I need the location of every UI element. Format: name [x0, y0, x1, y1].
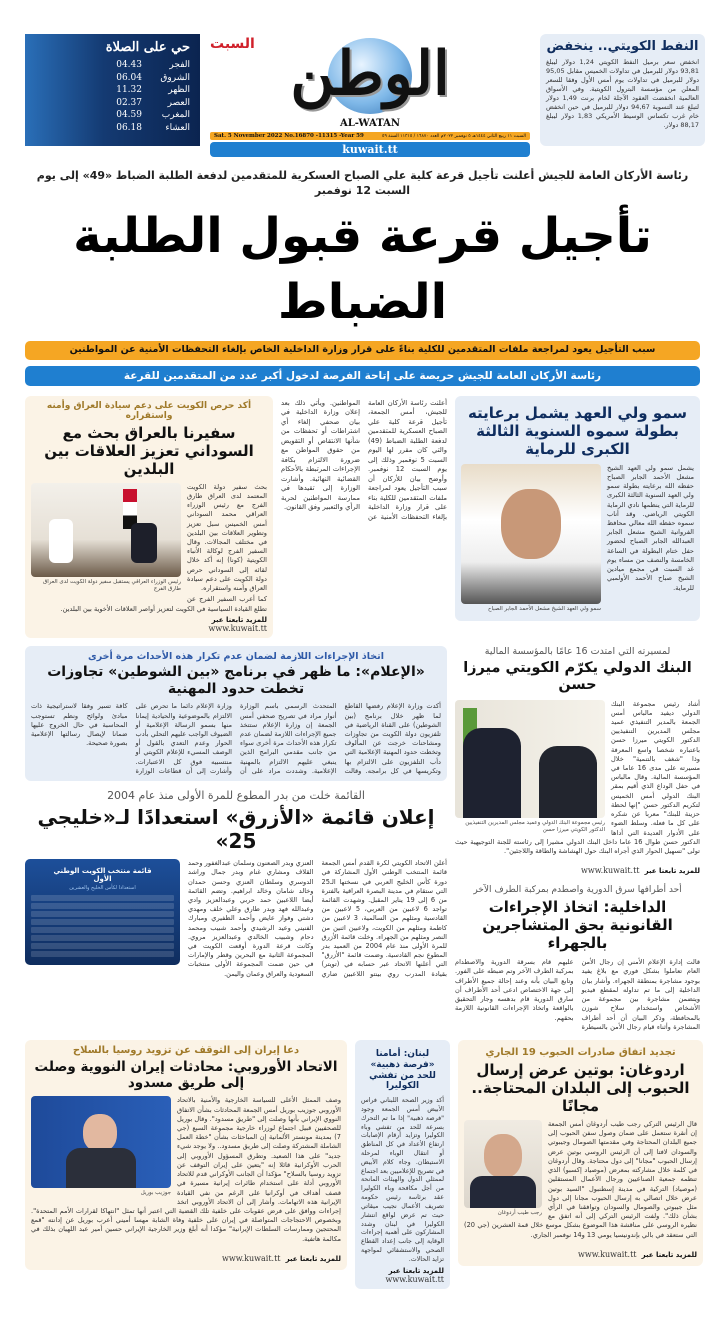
prayer-name: الظهر	[168, 85, 190, 95]
lead-headline: تأجيل قرعة قبول الطلبة الضباط	[73, 207, 652, 330]
football-kicker: القائمة خلت من بدر المطوع للمرة الأولى منذ عام 2004	[107, 789, 365, 803]
masthead-logo	[210, 34, 530, 118]
football-headline: إعلان قائمة «الأزرق» استعدادًا لـ«خليجي 25»	[37, 805, 435, 854]
lebanon-article	[355, 1040, 450, 1289]
crown-prince-caption: سمو ولي العهد الشيخ مشعل الأحمد الجابر الصباح	[487, 605, 601, 612]
world-bank-more-label: للمزيد تابعنا عبر	[644, 867, 700, 876]
squad-list-row	[31, 927, 174, 933]
prayer-time: 04.43	[116, 60, 142, 70]
iraq-body-continued: كما أعرب السفير الفرج عن تطلع القيادة السياسية في الكويت لتعزيز أواصر العلاقات الأخوية بين البلدين.	[60, 595, 267, 613]
crown-prince-body: يشمل سمو ولي العهد الشيخ مشعل الأحمد الجابر الصباح حفظه الله برعايته بطولة سمو ولي العهد السنوية الثالثة الكبرى للرماية التي ينظمها نادي الرماية الكويتي الرياضي. وقد أناب سموه حفظه الله معالي محافظ الفروانية الشيخ مشعل الجابر العبدالله الجابر الصباح لحضور حفل ختام البطولة في الساعة الخامسة والنصف من مساء يوم غد السبت في مجمع ميادين الشيخ صباح الأحمد الأولمبي للرماية.	[607, 463, 694, 592]
squad-list-row	[31, 919, 174, 925]
interior-kicker: أحد أطرافها سرق الدورية واصطدم بمركبة الطرف الآخر	[473, 885, 682, 896]
website-bar[interactable]: kuwait.tt	[210, 142, 530, 157]
erdogan-article	[458, 1040, 703, 1266]
iraq-link[interactable]: www.kuwait.tt	[208, 623, 267, 633]
erdogan-photo	[464, 1120, 542, 1208]
prayer-time-row	[35, 109, 190, 122]
world-bank-caption: رئيس مجموعة البنك الدولي وعميد مجلس المديرين التنفيذيين الدكتور الكويتي ميرزا حسن	[465, 819, 605, 833]
latin-name: AL-WATAN	[340, 118, 400, 129]
lead-orange-bar: سبب التأجيل يعود لمراجعة ملفات المتقدمين للكلية بناءً على قرار وزارة الداخلية الخاص بإلغاء التحفظات الأمنية عن المواطنين	[25, 341, 700, 360]
iraq-more-label: للمزيد تابعنا عبر	[211, 615, 267, 624]
erdogan-kicker: تجديد اتفاق صادرات الحبوب 19 الجاري	[485, 1046, 676, 1058]
squad-list-row	[31, 935, 174, 941]
date-english: Sat. 5 November 2022 No.16870 -11315 -Year 59	[214, 133, 364, 139]
oil-headline: النفط الكويتي.. ينخفض	[546, 39, 699, 54]
interior-article	[455, 885, 700, 1032]
prayer-title: حي على الصلاة	[105, 40, 190, 55]
day-label: السبت	[210, 36, 255, 52]
eu-kicker: دعا إيران إلى التوقف عن تزويد روسيا بالسلاح	[72, 1044, 300, 1056]
squad-list-row	[31, 943, 174, 949]
logo-text: الوطن	[290, 39, 450, 109]
prayer-time-row	[35, 59, 190, 72]
media-article	[25, 646, 447, 781]
eu-more-label: للمزيد تابعنا عبر	[285, 1254, 341, 1263]
iraq-article	[25, 396, 273, 638]
eu-article	[25, 1040, 347, 1270]
lebanon-headline: لبنان: أمامنا «فرصة ذهبية» للحد من تفشي الكوليرا	[369, 1048, 436, 1092]
crown-prince-photo	[461, 464, 601, 604]
world-bank-kicker: لمسيرته التي امتدت 16 عامًا بالمؤسسة المالية	[484, 645, 671, 657]
borrell-photo	[31, 1096, 171, 1188]
masthead-logo-column	[210, 34, 530, 157]
squad-list-row	[31, 903, 174, 909]
squad-list-row	[31, 895, 174, 901]
lead-body: أعلنت رئاسة الأركان العامة للجيش، أمس الجمعة، تأجيل قرعة كلية علي الصباح العسكرية للمتقدمين لدفعة الطلبة الضباط (49) والتي كان مقرر لها اليوم السبت 5 نوفمبر وذلك إلى يوم السبت 12 نوفمبر. وأوضح بيان للأركان أن سبب التأجيل يعود لمراجعة ملفات المتقدمين للكلية بناء على قرار وزارة الداخلية بإلغاء التحفظات الأمنية عن المواطنين. ويأتي ذلك بعد إعلان وزارة الداخلية في بيان صحفي إلغاء أي اشتراطات أو تحفظات من شأنها الانتقاص أو التقويض من حقوق المواطن مع ضرورة الالتزام بكافة الإجراءات المرتبطة بالأحكام القضائية النهائية. وأشارت الوزارة إلى تقيدها في ممارسة المواطنين لحرية الرأي والتعبير وفق القانون.	[281, 398, 447, 521]
football-article	[25, 789, 447, 979]
lead-kicker: رئاسة الأركان العامة للجيش أعلنت تأجيل قرعة كلية علي الصباح العسكرية للمتقدمين لدفعة الطلبة الضباط «49» إلى يوم السبت 12 نوفمبر	[36, 169, 689, 197]
iraq-meeting-photo	[31, 483, 181, 577]
iraq-caption: رئيس الوزراء العراقي يستقبل سفير دولة الكويت لدى العراق طارق الفرج	[42, 578, 181, 592]
eu-headline: الاتحاد الأوروبي: محادثات إيران النووية وصلت إلى طريق مسدود	[34, 1058, 338, 1092]
squad-list-row	[31, 951, 174, 957]
lebanon-more-label: للمزيد تابعنا عبر	[388, 1266, 444, 1275]
graphic-subtitle: استعدادا لكأس الخليج والعشرين	[69, 885, 136, 892]
prayer-time: 06.18	[116, 122, 142, 133]
iraq-kicker: أكد حرص الكويت على دعم سيادة العراق وأمنه واستقراره	[46, 400, 252, 421]
erdogan-headline: اردوغان: بوتين عرض إرسال الحبوب إلى البلدان المحتاجة.. مجانًا	[471, 1060, 690, 1115]
prayer-time-row	[35, 84, 190, 97]
erdogan-caption: رجب طيب أردوغان	[497, 1209, 542, 1216]
erdogan-more-label: للمزيد تابعنا عبر	[641, 1250, 697, 1259]
world-bank-photo	[455, 700, 605, 818]
media-body: أكدت وزارة الإعلام رفضها القاطع لما ظهر خلال برنامج (بين الشوطين) على القناة الرياضية في تلفزيون دولة الكويت من تجاوزات ومشاحنات خرجت عن المألوف وتخطت حدود المهنية الإعلامية التي دأب التلفزيون على الالتزام بها وتكريسها في كل برامجه. وقالت المتحدث الرسمي باسم الوزارة أنوار مراد في تصريح صحفي أمس الجمعة إن وزارة الإعلام ستتخذ جميع الإجراءات اللازمة لضمان عدم تكرار هذه الأحداث مرة أخرى سواء من جانب مقدمي البرامج الذين ينبغي عليهم الالتزام بالمهنية الإعلامية. وشددت مراد على أن وزارة الإعلام دائما ما تحرص على الالتزام بالموضوعية والحيادية إيمانا منها بسمو الرسالة الإعلامية أو الضيوف الواجب عليهم التحلي بأدب الحوار وعدم التعدي بالقول أو الوصف المسيء للإعلام الكويتي أو منتسبيه فوق كل الاعتبارات. وأشارت إلى أن قطاعات الوزارة كافة تسير وفقا لاستراتيجية ذات مبادئ ولوائح ونظم تستوجب المحاسبة في حال الخروج عليها ضمانا لإيصال رسالتها الإعلامية بصورة صحيحة.	[31, 702, 441, 775]
erdogan-link[interactable]: www.kuwait.tt	[578, 1249, 637, 1259]
eu-body: وصف الممثل الأعلى للسياسة الخارجية والأمنية بالاتحاد الأوروبي جوزيب بوريل أمس الجمعة المحادثات بشأن الاتفاق النووي الإيراني بأنها وصلت إلى "طريق مسدود". وقال بوريل للصحفيين قبيل اجتماع لوزراء خارجية مجموعة السبع (جي 7) بمدينة مونستر الألمانية إن المباحثات بشأن "خطة العمل الشاملة المشتركة وصلت إلى طريق مسدود.. ولا يوجد شيء جديد" على هذا الصعيد. وتطرق المسؤول الأوروبي إلى الحرب الأوكرانية قائلا إنه "يتعين على إيران التوقف عن تزويد روسيا بالسلاح" مؤكدا أن الجانب الأوكراني قدم للاتحاد الأوروبي أدلة على استخدام طائرات إيرانية مسيرة في قصف أهداف في أوكرانيا على الرغم من نفي القيادة الإيرانية هذه الاتهامات. وأشار إلى أن الاتحاد الأوروبي اتخذ إجراءات ووافق على فرض عقوبات على خلفية تلك القضية التي اعتبر أنها تمثل "انتهاكا لقرارات الأمم المتحدة". وبخصوص الاحتجاجات المتواصلة في إيران على خلفية وفاة الشابة مهسا أميني أعرب بوريل عن إدانته "قمع المحتجين وممارسات السلطات الإيرانية" مؤكدا أنه أبلغ وزير الخارجية الإيراني حسين أمير عبد اللهيان بذلك في مكالمة هاتفية.	[31, 1096, 341, 1243]
masthead	[25, 34, 700, 157]
prayer-time-row	[35, 122, 190, 135]
prayer-time: 04.59	[116, 110, 142, 120]
prayer-name: الفجر	[169, 60, 190, 70]
prayer-name: العشاء	[165, 122, 190, 133]
world-bank-headline: البنك الدولي يكرّم الكويتي ميرزا حسن	[463, 659, 692, 694]
date-bar	[210, 132, 530, 140]
iraq-body: بحث سفير دولة الكويت المعتمد لدى العراق طارق الفرج مع رئيس الوزراء العراقي محمد السوداني أمس الخميس سبل تعزيز وتطوير العلاقات بين البلدين في مختلف المجالات. وقال السفير الفرج لوكالة الأنباء الكويتية (كونا) إنه أكد خلال لقائه إلى السوداني حرص دولة الكويت على دعم سيادة العراق وأمنه واستقراره.	[187, 482, 267, 593]
lebanon-link[interactable]: www.kuwait.tt	[385, 1274, 444, 1284]
interior-body: قالت إدارة الإعلام الأمني إن رجال الأمن العام تعاملوا بشكل فوري مع بلاغ يفيد بوجود مشاجرة بمنطقة الجهراء. وأشار بيان الداخلية إلى ما تم تداوله لمقطع فيديو ويتضمن مشاجرة بين مجموعة من الأشخاص واستخدام سلاح شوزن بالمحافظة، وذكر البيان أن أحد أطراف المشاجرة وأثناء قيام رجال الأمن بالسيطرة عليهم قام بسرقة الدورية والاصطدام بمركبة الطرف الآخر وتم ضبطه على الفور. وتابع البيان بأنه وعند إحالة جميع الأطراف إلى جهة الاختصاص ادعى أحد الأطراف أن سارق الدورية قام بدهسه وجار التحقيق بالواقعة واتخاذ الإجراءات القانونية اللازمة بحقهم.	[455, 958, 700, 1031]
iraq-headline: سفيرنا بالعراق بحث مع السوداني تعزيز العلاقات بين البلدين	[44, 423, 254, 478]
football-body: أعلن الاتحاد الكويتي لكرة القدم أمس الجمعة قائمة المنتخب الوطني الأول المشاركة في دورة كأس الخليج العربي في نسختها الـ25 التي ستقام في مدينة البصرة العراقية بالفترة من 6 إلى 19 يناير المقبل. وشهدت القائمة تواجد 6 لاعبين من العربي، 5 لاعبين من القادسية ومثلهم من السالمية، 3 لاعبين من كاظمة ومثلهم من الكويت، ولاعبين اثنين من النصر ومثلهم من الجهراء. وخلت قائمة الأزرق للمرة الأولى منذ عام 2004 من العميد بدر المطوع نجم القادسية. وضمت قائمة "الأزرق" التي أعلنها الاتحاد عبر حسابه في (تويتر) بقيادة المدرب روي بينتو اللاعبين ضاري العنزي وبدر الصعنون وسلمان عبدالغفور وحمد القلاف ومشاري غنام وبدر جمال وراشد الدوسري وسلطان العنزي وحسن حمدان وخالد شامان وخالد ابراهيم. وتضم القائمة أيضا اللاعبين حمد حربي وعبدالعزيز وادي وعبدالله فهد وبدر طارق وعلي خلف ومهدي دشتي وفواز عايض وأحمد الظفيري ومبارك الفنيني وعيد الرشيدي وأحمد شبيب ومحمد دحام وشبيب الخالدي وعبدالعزيز مروي. وكانت قرعة الدورة أوقعت الكويت في المجموعة الثانية مع البحرين وقطر والإمارات في حين ضمت المجموعة الأولى منتخبات السعودية والعراق وعمان واليمن.	[188, 859, 448, 978]
crown-prince-headline: سمو ولي العهد يشمل برعايته بطولة سموه السنوية الثالثة الكبرى للرماية	[467, 403, 688, 458]
lead-blue-bar: رئاسة الأركان العامة للجيش حريصة على إتاحة الفرصة لدخول أكبر عدد من المتقدمين للقرعة	[25, 366, 700, 386]
crown-prince-article	[455, 396, 700, 621]
world-bank-link[interactable]: www.kuwait.tt	[581, 866, 640, 876]
prayer-name: الشروق	[160, 72, 190, 83]
lebanon-body: أكد وزير الصحة اللبناني فراس الأبيض أمس الجمعة وجود "فرصة ذهبية" إذا ما تم التحرك بسرعة للحد من تفشي وباء الكوليرا وتزايد أرقام الإصابات ارتفاع الأعداد في كل المناطق أو انتقال الوباء لمرحلة الاستيطان. وجاء كلام الأبيض في تصريح للإعلاميين بعد اجتماع لممثلي الدول والهيئات المانحة من أجل مكافحة وباء الكوليرا عقد برئاسة رئيس حكومة تصريف الأعمال نجيب ميقاتي حيث تم عرض لواقع انتشار الكوليرا في لبنان وشدد المشاركون على أهمية إجراءات الوقاية إلى جانب إعداد القطاع الصحي والاستشفائي لمواجهة تزايد الحالات.	[361, 1097, 444, 1263]
football-squad-graphic	[25, 859, 180, 965]
squad-list-row	[31, 911, 174, 917]
prayer-time: 06.04	[116, 72, 142, 83]
world-bank-article	[455, 646, 700, 878]
prayer-times-box	[25, 34, 200, 146]
media-kicker: اتخاذ الإجراءات اللازمة لضمان عدم تكرار هذه الأحداث مرة أخرى	[88, 650, 384, 662]
oil-box	[540, 34, 705, 146]
prayer-time-row	[35, 72, 190, 85]
prayer-name: العصر	[167, 97, 190, 108]
eu-caption: جوزيب بوريل	[140, 1190, 171, 1197]
date-arabic: السبت ١١ ربيع الثاني ١٤٤٤هـ ٥ نوفمبر ٢٠٢٢م العدد ١٦٨٧٠ / ١١٣١٥ السنة ٥٩	[382, 133, 526, 139]
interior-headline: الداخلية: اتخاذ الإجراءات القانونية بحق المتشاجرين بالجهراء	[482, 898, 673, 953]
prayer-time-row	[35, 97, 190, 110]
prayer-time: 11.32	[116, 85, 142, 95]
prayer-time: 02.37	[116, 97, 142, 108]
prayer-name: المغرب	[161, 110, 190, 120]
media-headline: «الإعلام»: ما ظهر في برنامج «بين الشوطين» تجاوزات تخطت حدود المهنية	[47, 663, 425, 697]
eu-link[interactable]: www.kuwait.tt	[222, 1253, 281, 1263]
oil-body: انخفض سعر برميل النفط الكويتي 1,24 دولار ليبلغ 93,81 دولار للبرميل في تداولات الخميس مقابل 95,05 دولار للبرميل في تداولات يوم أمس الأول وفقا للسعر المعلن من مؤسسة البترول الكويتية. وفي الأسواق العالمية انخفضت العقود الآجلة لخام برنت 1,49 دولار لتبلغ عند التسوية 94,67 دولار للبرميل في حين انخفض خام غرب تكساس الوسيط الأمريكي 1,83 دولار ليبلغ 88,17 دولار.	[546, 57, 700, 130]
graphic-title: قائمة منتخب الكويت الوطني الأول	[53, 867, 152, 884]
world-bank-body: أشاد رئيس مجموعة البنك الدولي ديفيد مالباس أمس الجمعة بالمدير التنفيذي عميد مجلس المديرين التنفيذيين الدكتور الكويتي ميرزا حسن باعتباره شخصا واسع المعرفة وذا "شغف بالتنمية" خلال مسيرته على مدى 16 عاما في المؤسسة المالية. وقال مالباس في حفل الوداع الذي أقيم بمقر البنك الدولي أمس الخميس لتكريم الدكتور حسن "إنها لحظة حزينة للبنك" معربا عن شكره على كل ما فعله. وسلط الضوء على الأدوار العديدة التي أداها الدكتور حسن طوال 16 عاما داخل البنك الدولي مشيرا إلى رئاسته للجنة التوجيهية حيث تولى "تسهيل الحوار الذي أجراه البنك حول الهشاشة والطاقة واللاجئين".	[455, 699, 701, 856]
erdogan-body: قال الرئيس التركي رجب طيب أردوغان أمس الجمعة إن أنقرة ستعمل على ضمان وصول سفن الحبوب إلى جميع البلدان المحتاجة وفي مقدمتها الصومال وجيبوتي والسودان لافتا إلى أن الرئيس الروسي بوتين عرض إرسال الحبوب "مجانا" إلى دول محتاجة. وقال أردوغان في كلمة خلال مشاركته بمعرض (موصياد إكسبو) الذي تنظمه جمعية الصناعيين ورجال الأعمال المستقلين (موصياد) التركية في مدينة إسطنبول "السيد بوتين عرض خلال اتصالي به إرسال الحبوب مجانا إلى دول مثل جيبوتي والصومال والسودان وتوافقنا في الرأي بشأن ذلك". ولفت الرئيس التركي إلى أنه اتفق مع نظيره الروسي على مناقشة هذا الموضوع بشكل موسع خلال قمة العشرين (جي 20) التي ستعقد في بالي بإندونيسيا يومي 13 و14 نوفمبر الجاري.	[464, 1119, 697, 1239]
